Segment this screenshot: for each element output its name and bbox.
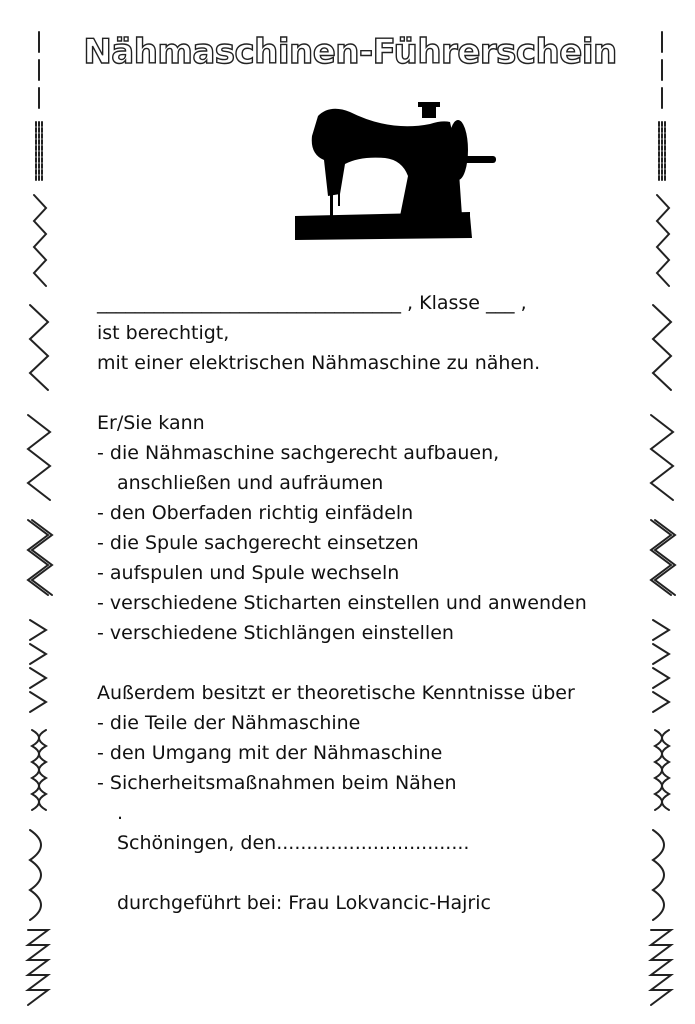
conducted-by-line: durchgeführt bei: Frau Lokvancic-Hajric xyxy=(117,892,491,914)
skill-item: - die Nähmaschine sachgerecht aufbauen, xyxy=(97,442,500,464)
theory-item: - die Teile der Nähmaschine xyxy=(97,712,361,734)
klasse-label: , Klasse xyxy=(407,292,480,314)
certificate-body xyxy=(97,288,657,918)
skills-heading: Er/Sie kann xyxy=(97,412,205,434)
skill-item: - aufspulen und Spule wechseln xyxy=(97,562,400,584)
intro-line-1: ist berechtigt, xyxy=(97,322,230,344)
intro-line-2: mit einer elektrischen Nähmaschine zu nähen. xyxy=(97,352,541,374)
skill-item-continuation: anschließen und aufräumen xyxy=(117,472,384,494)
name-line-comma: , xyxy=(520,292,527,314)
name-blank: ________________________________ xyxy=(97,292,401,314)
skill-item: - die Spule sachgerecht einsetzen xyxy=(97,532,419,554)
sewing-machine-icon xyxy=(290,98,505,248)
theory-item: - Sicherheitsmaßnahmen beim Nähen xyxy=(97,772,457,794)
skill-item: - den Oberfaden richtig einfädeln xyxy=(97,502,414,524)
skill-item: - verschiedene Stichlängen einstellen xyxy=(97,622,454,644)
dot-mark: . xyxy=(117,802,124,824)
skill-item: - verschiedene Sticharten einstellen und anwenden xyxy=(97,592,587,614)
stitch-pattern-border-left xyxy=(14,30,64,1010)
theory-heading: Außerdem besitzt er theoretische Kenntnisse über xyxy=(97,682,575,704)
stitch-pattern-border-right xyxy=(637,30,687,1010)
name-line xyxy=(97,288,657,318)
place-date-line: Schöningen, den................................ xyxy=(117,832,470,854)
theory-item: - den Umgang mit der Nähmaschine xyxy=(97,742,443,764)
page-title: Nähmaschinen-Führerschein xyxy=(83,32,617,72)
klasse-blank: ___ xyxy=(486,292,515,314)
